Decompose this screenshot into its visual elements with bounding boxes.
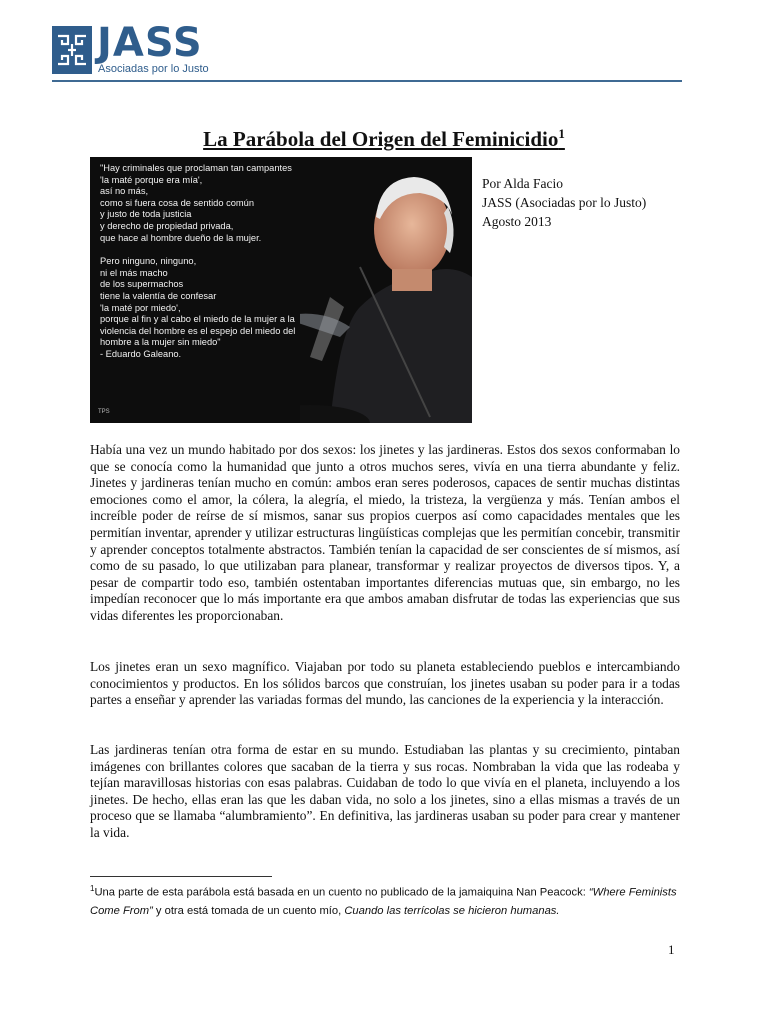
quote-photo — [90, 157, 472, 423]
logo-name: JASS — [97, 20, 203, 66]
quote-attribution: - Eduardo Galeano. — [100, 348, 182, 359]
quote-line: "Hay criminales que proclaman tan campantes — [100, 163, 292, 173]
quote-line: como si fuera cosa de sentido común — [100, 197, 254, 208]
footnote-title-italic: Cuando las terrícolas se hicieron humanas. — [344, 904, 560, 917]
byline-author: Por Alda Facio — [482, 176, 563, 191]
paragraph: Los jinetes eran un sexo magnífico. Viajaban por todo su planeta estableciendo pueblos e intercambiando conocimientos y productos. En los sólidos barcos que construían, los jinetes usaban su poder para ir a todas partes a enseñar y aprender las variadas formas del mundo, las canciones de la experiencia y la interacción. — [90, 659, 680, 708]
page-number: 1 — [668, 942, 675, 957]
quote-line: ni el más macho — [100, 267, 168, 278]
logo-tagline: Asociadas por lo Justo — [98, 63, 209, 75]
quote-line: 'la maté porque era mía', — [100, 174, 203, 185]
footnote — [90, 880, 690, 920]
paragraph: Las jardineras tenían otra forma de estar en su mundo. Estudiaban las plantas y su crecimiento, pintaban imágenes con brillantes colores que sacaban de la tierra y sus rocas. Nombraban la vida que las rodeaba y tejían maravillosas historias con esas palabras. Cuidaban de todo lo que vivía en el planeta, incluyendo a los jinetes. De hecho, ellas eran las que les daban vida, no solo a los jinetes, sino a ellas mismas a través de un proceso que se llamaba “alumbramiento”. En definitiva, las jardineras usaban su poder para crear y mantener la vida. — [90, 742, 680, 840]
footnote-text: Una parte de esta parábola está basada en un cuento no publicado de la jamaiquina Nan Peacock: — [94, 886, 589, 899]
galeano-quote — [100, 163, 390, 361]
title-footnote-ref: 1 — [558, 126, 565, 141]
quote-line: violencia del hombre es el espejo del miedo del — [100, 325, 296, 336]
quote-line: que hace al hombre dueño de la mujer. — [100, 232, 262, 243]
quote-line: y derecho de propiedad privada, — [100, 220, 234, 231]
footnote-title-italic: “Where Feminists Come From” — [90, 886, 677, 917]
footnote-text: y otra está tomada de un cuento mío, — [152, 904, 345, 917]
quote-line: hombre a la mujer sin miedo" — [100, 337, 221, 348]
quote-line: de los supermachos — [100, 279, 184, 290]
footnote-divider — [90, 876, 272, 877]
quote-line: tiene la valentía de confesar — [100, 290, 217, 301]
byline — [482, 174, 646, 231]
document-title — [0, 126, 768, 152]
header-divider — [52, 80, 682, 82]
quote-line: así no más, — [100, 186, 149, 197]
quote-line: Pero ninguno, ninguno, — [100, 256, 197, 267]
byline-date: Agosto 2013 — [482, 214, 552, 229]
paragraph: Había una vez un mundo habitado por dos sexos: los jinetes y las jardineras. Estos dos sexos conformaban lo que se conocía como la humanidad que junto a otros muchos seres, vivía en una tierra abundante y feliz. Jinetes y jardineras tenían mucho en común: ambos eran seres poderosos, capaces de sentir muchas distintas emociones como el amor, la cólera, la alegría, el miedo, la tristeza, la vergüenza y más. Tenían ambos el increíble poder de reírse de sí mismos, sanar sus propios cuerpos así como capacidades mentales que les permitían inventar, aprender y utilizar estructuras lingüísticas complejas que les permitían concebir, transmitir y aprender conceptos totalmente abstractos. También tenían la capacidad de ser conscientes de sí mismos, así como de su pasado, lo que utilizaban para planear, transformar y realizar proyectos de diversos tipos. Y, a pesar de compartir todo eso, también ostentaban importantes diferencias mutuas que, sin embargo, no les impedían reconocer que lo más importante era que ambos amaban disfrutar de todas las experiencias que sus vidas diferentes les proporcionaban. — [90, 442, 680, 623]
spiral-knot-icon — [52, 26, 92, 74]
quote-line: porque al fin y al cabo el miedo de la mujer a la — [100, 314, 295, 325]
title-text: La Parábola del Origen del Feminicidio — [203, 127, 559, 151]
footnote-number: 1 — [90, 884, 95, 893]
photo-credit: TPS — [98, 409, 110, 415]
quote-line: 'la maté por miedo', — [100, 302, 181, 313]
byline-org: JASS (Asociadas por lo Justo) — [482, 195, 647, 210]
quote-line: y justo de toda justicia — [100, 209, 192, 220]
